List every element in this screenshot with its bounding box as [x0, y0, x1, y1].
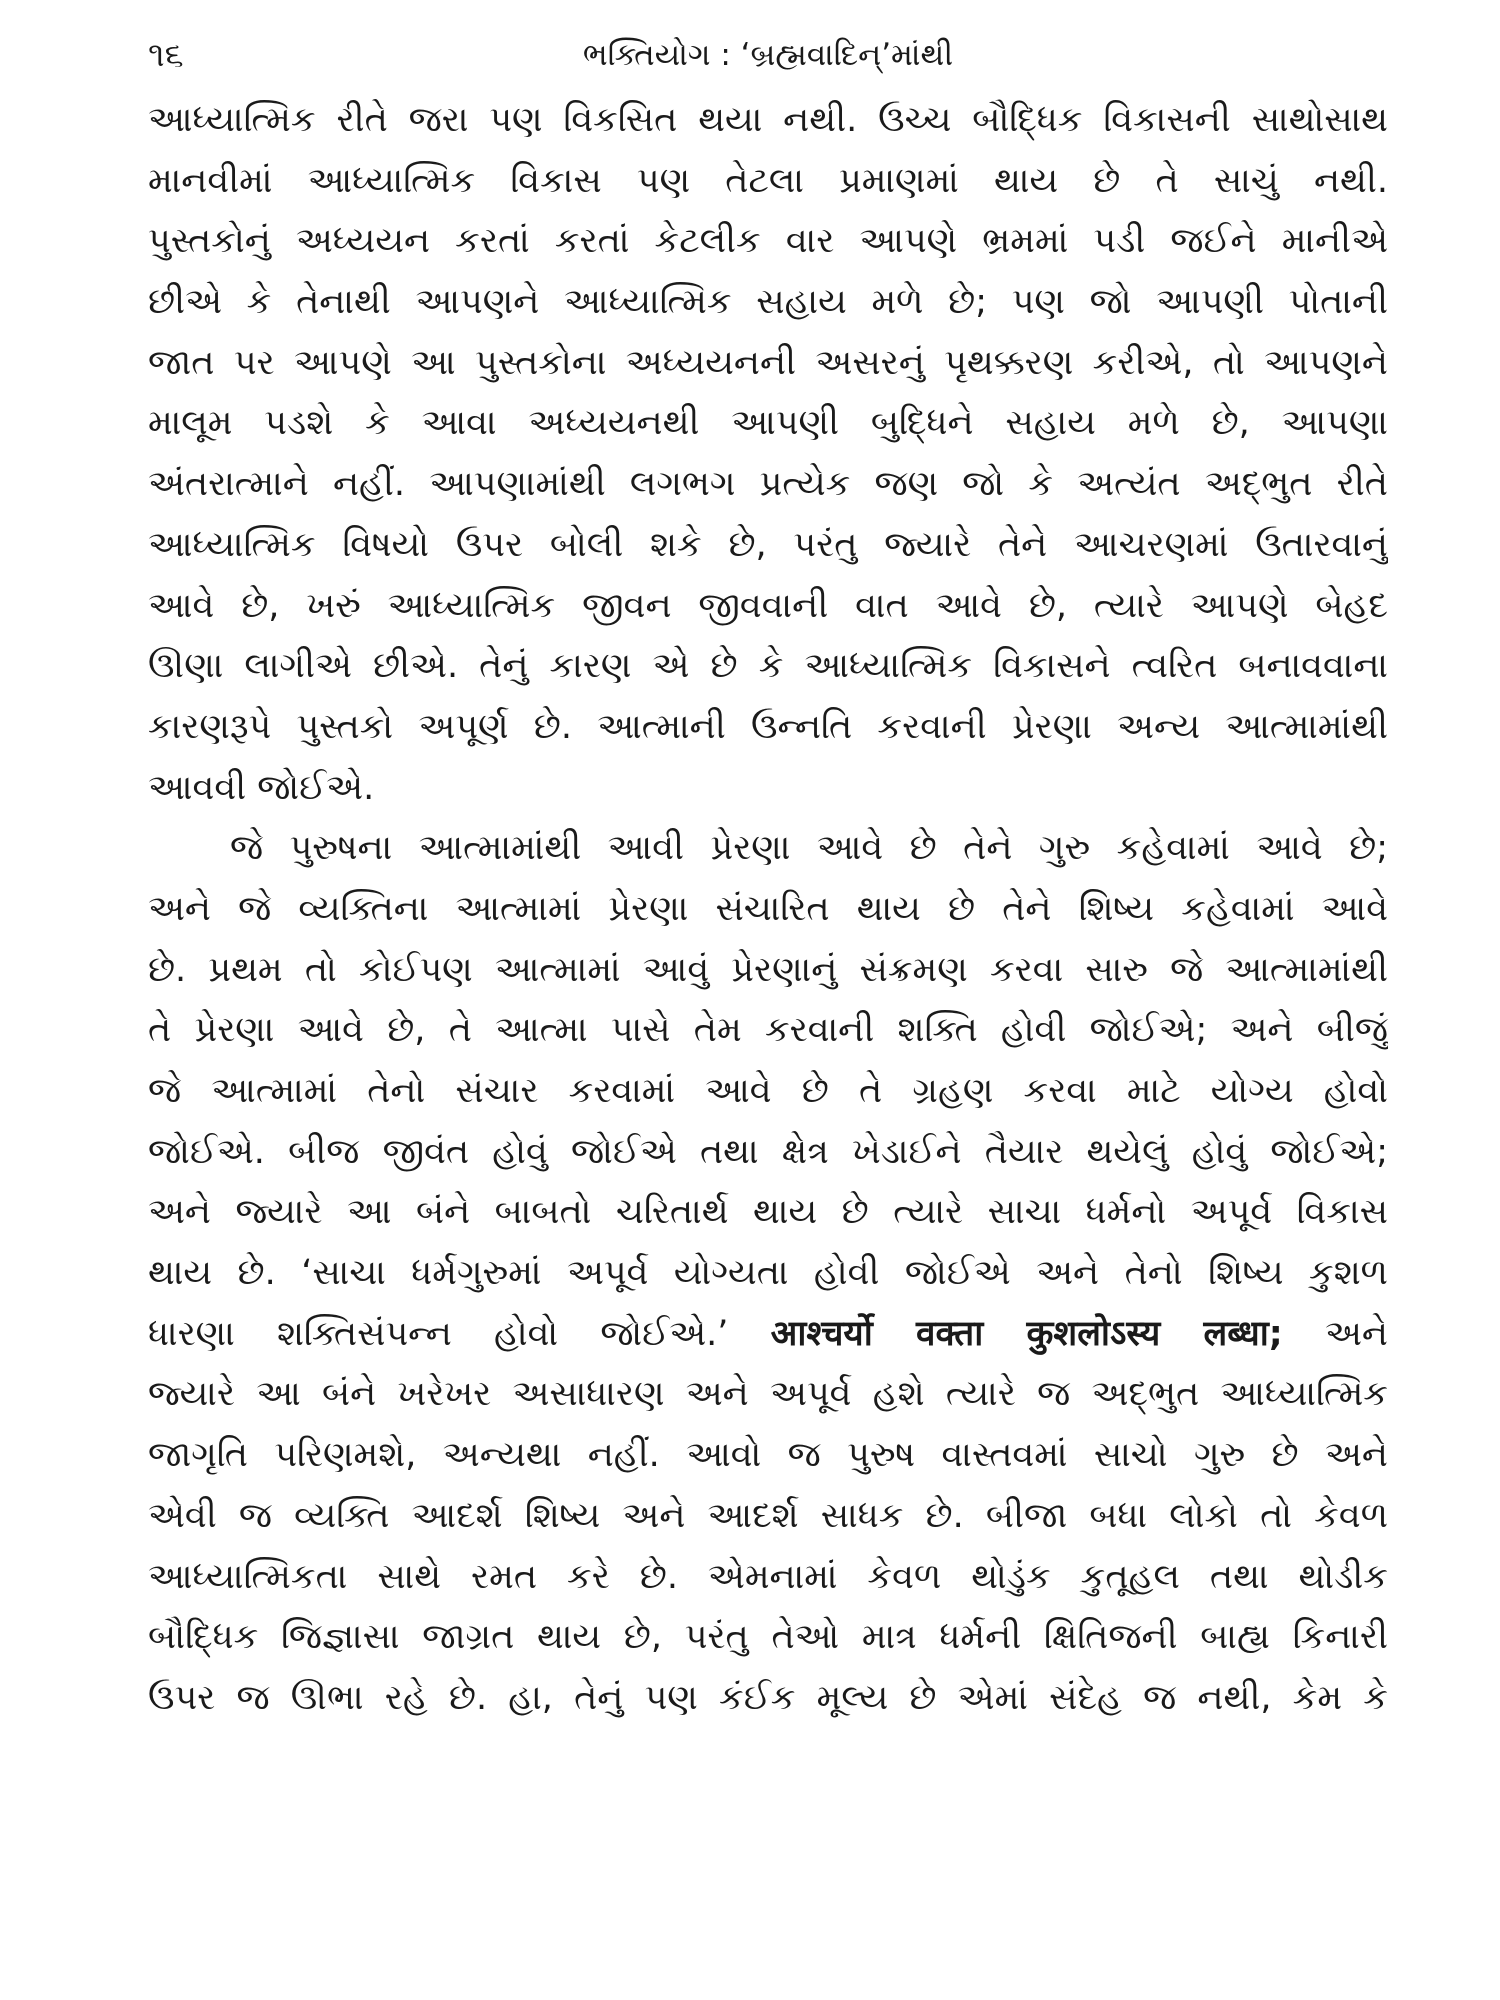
text-line: તે પ્રેરણા આવે છે, તે આત્મા પાસે તેમ કરવાની શક્તિ હોવી જોઈએ; અને બીજું	[148, 1010, 1388, 1051]
body-text	[148, 90, 1388, 1729]
paragraph-start-line: જે પુરુષના આત્મામાંથી આવી પ્રેરણા આવે છે તેને ગુરુ કહેવામાં આવે છે;	[230, 828, 1388, 869]
text-line: જોઈએ. બીજ જીવંત હોવું જોઈએ તથા ક્ષેત્ર ખેડાઈને તૈયાર થયેલું હોવું જોઈએ;	[148, 1131, 1388, 1172]
text-line-with-sanskrit-quote	[148, 1304, 1388, 1365]
text-line: જ્યારે આ બંને ખરેખર અસાધારણ અને અપૂર્વ હશે ત્યારે જ અદ્‌ભુત આધ્યાત્મિક	[148, 1374, 1388, 1415]
text-line: કારણરૂપે પુસ્તકો અપૂર્ણ છે. આત્માની ઉન્નતિ કરવાની પ્રેરણા અન્ય આત્મામાંથી	[148, 706, 1388, 747]
text-line: ઊણા લાગીએ છીએ. તેનું કારણ એ છે કે આધ્યાત્મિક વિકાસને ત્વરિત બનાવવાના	[148, 646, 1388, 687]
text-line: જાગૃતિ પરિણમશે, અન્યથા નહીં. આવો જ પુરુષ વાસ્તવમાં સાચો ગુરુ છે અને	[148, 1435, 1388, 1476]
mixed-line-before: ધારણા શક્તિસંપન્ન હોવો જોઈએ.’	[148, 1313, 771, 1354]
text-line: ઉપર જ ઊભા રહે છે. હા, તેનું પણ કંઈક મૂલ્ય છે એમાં સંદેહ જ નથી, કેમ કે	[148, 1677, 1388, 1718]
text-line: છીએ કે તેનાથી આપણને આધ્યાત્મિક સહાય મળે છે; પણ જો આપણી પોતાની	[148, 282, 1388, 323]
text-line: આવે છે, ખરું આધ્યાત્મિક જીવન જીવવાની વાત આવે છે, ત્યારે આપણે બેહદ	[148, 585, 1388, 626]
mixed-line-after: અને	[1282, 1313, 1388, 1354]
text-line: આધ્યાત્મિક રીતે જરા પણ વિકસિત થયા નથી. ઉચ્ચ બૌદ્ધિક વિકાસની સાથોસાથ	[148, 100, 1388, 140]
text-line: અને જે વ્યક્તિના આત્મામાં પ્રેરણા સંચારિત થાય છે તેને શિષ્ય કહેવામાં આવે	[148, 888, 1388, 929]
text-line: બૌદ્ધિક જિજ્ઞાસા જાગ્રત થાય છે, પરંતુ તેઓ માત્ર ધર્મની ક્ષિતિજની બાહ્ય કિનારી	[148, 1617, 1388, 1658]
text-line: જે આત્મામાં તેનો સંચાર કરવામાં આવે છે તે ગ્રહણ કરવા માટે યોગ્ય હોવો	[148, 1071, 1388, 1111]
text-line: એવી જ વ્યક્તિ આદર્શ શિષ્ય અને આદર્શ સાધક છે. બીજા બધા લોકો તો કેવળ	[148, 1495, 1388, 1536]
text-line: અંતરાત્માને નહીં. આપણામાંથી લગભગ પ્રત્યેક જણ જો કે અત્યંત અદ્‌ભુત રીતે	[148, 464, 1388, 505]
sanskrit-quote: आश्चर्यो वक्ता कुशलोऽस्य लब्धा;	[770, 1313, 1283, 1354]
text-line: માલૂમ પડશે કે આવા અધ્યયનથી આપણી બુદ્ધિને સહાય મળે છે, આપણા	[148, 403, 1388, 444]
paragraph-end-line: આવવી જોઈએ.	[148, 767, 375, 808]
text-line: અને જ્યારે આ બંને બાબતો ચરિતાર્થ થાય છે ત્યારે સાચા ધર્મનો અપૂર્વ વિકાસ	[148, 1192, 1388, 1233]
text-line: આધ્યાત્મિકતા સાથે રમત કરે છે. એમનામાં કેવળ થોડુંક કુતૂહલ તથા થોડીક	[148, 1556, 1388, 1597]
text-line: માનવીમાં આધ્યાત્મિક વિકાસ પણ તેટલા પ્રમાણમાં થાય છે તે સાચું નથી.	[148, 160, 1388, 201]
text-line: થાય છે. ‘સાચા ધર્મગુરુમાં અપૂર્વ યોગ્યતા હોવી જોઈએ અને તેનો શિષ્ય કુશળ	[148, 1253, 1388, 1294]
running-header	[148, 30, 1388, 80]
running-title: ભક્તિયોગ : ‘બ્રહ્મવાદિન્’માંથી	[582, 37, 954, 73]
text-line: છે. પ્રથમ તો કોઈપણ આત્મામાં આવું પ્રેરણાનું સંક્રમણ કરવા સારુ જે આત્મામાંથી	[148, 949, 1388, 990]
page-number: ૧૬	[148, 35, 184, 75]
text-line: આધ્યાત્મિક વિષયો ઉપર બોલી શકે છે, પરંતુ જ્યારે તેને આચરણમાં ઉતારવાનું	[148, 524, 1388, 565]
text-line: જાત પર આપણે આ પુસ્તકોના અધ્યયનની અસરનું પૃથક્કરણ કરીએ, તો આપણને	[148, 342, 1388, 383]
text-line: પુસ્તકોનું અધ્યયન કરતાં કરતાં કેટલીક વાર આપણે ભ્રમમાં પડી જઈને માનીએ	[148, 221, 1388, 262]
